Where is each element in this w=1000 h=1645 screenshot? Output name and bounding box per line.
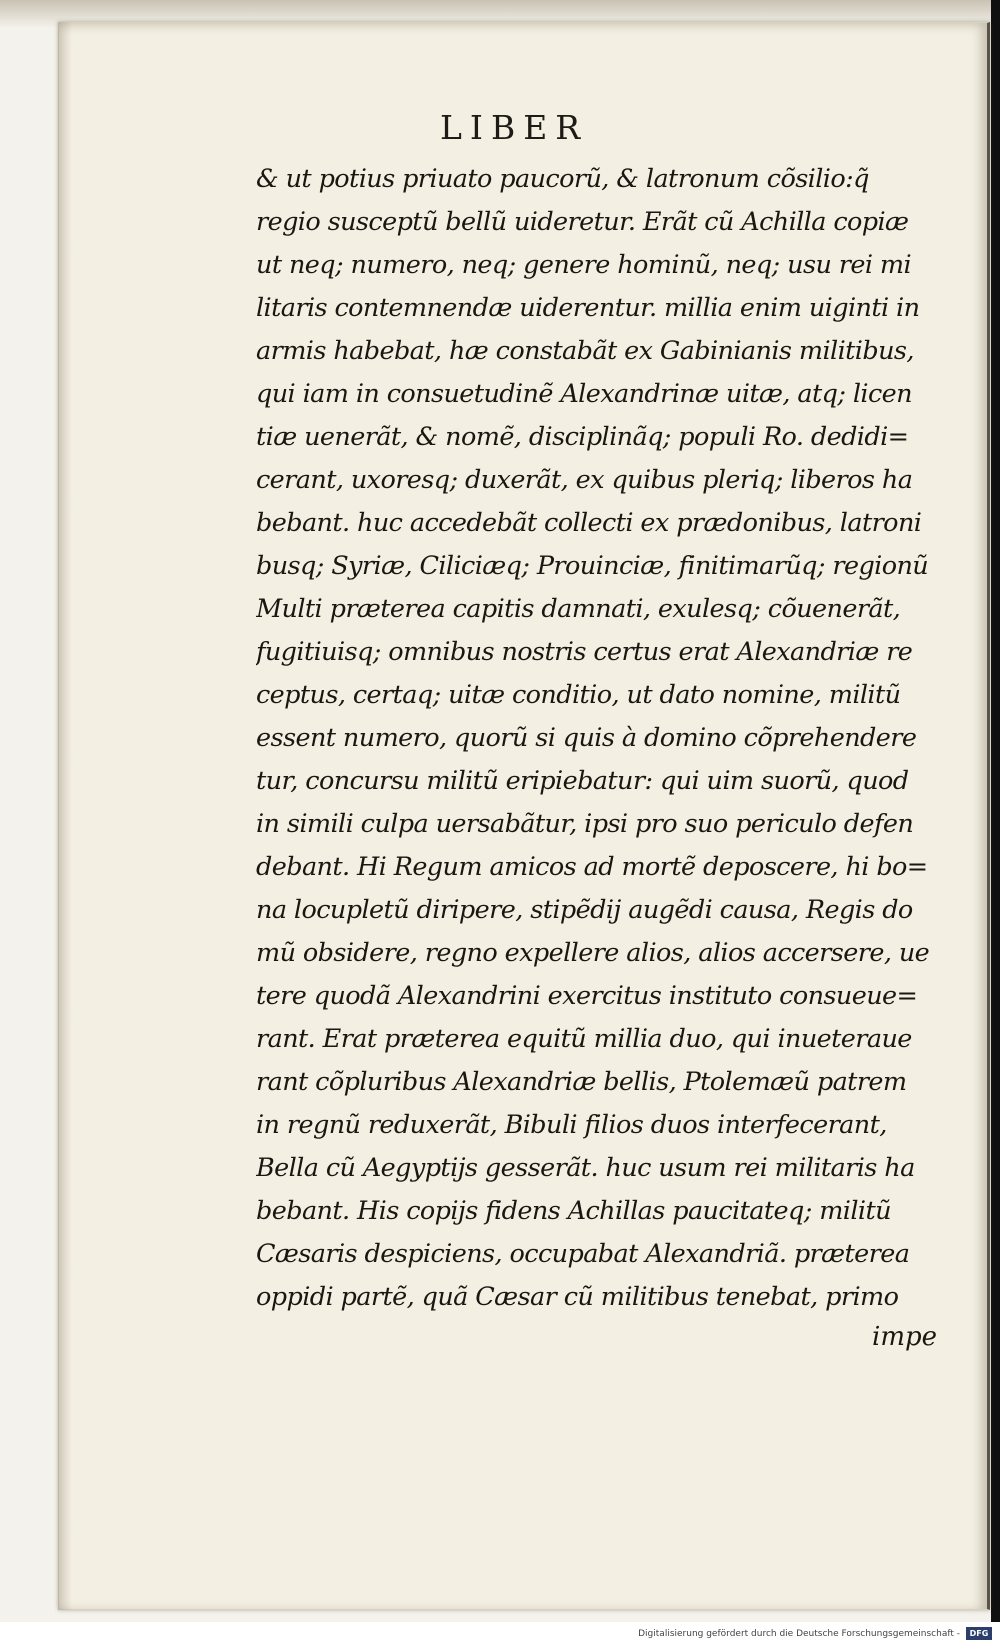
text-line: regio susceptũ bellũ uideretur. Erãt cũ Achilla copiæ [256, 207, 909, 237]
text-line: ut neq; numero, neq; genere hominũ, neq; usu rei mi [256, 250, 912, 280]
text-line: in regnũ reduxerãt, Bibuli filios duos interfecerant, [256, 1110, 887, 1140]
text-line: Cæsaris despiciens, occupabat Alexandriã. præterea [256, 1239, 910, 1269]
text-line: tere quodã Alexandrini exercitus instituto consueue= [256, 981, 918, 1011]
footer-credit: Digitalisierung gefördert durch die Deutsche Forschungsgemeinschaft - [638, 1629, 960, 1639]
text-line: Bella cũ Aegyptijs gesserãt. huc usum rei militaris ha [256, 1153, 915, 1183]
text-line: Multi præterea capitis damnati, exulesq; cõuenerãt, [256, 594, 901, 624]
page-gutter-shadow [58, 22, 72, 1610]
dfg-logo: DFG [966, 1627, 992, 1640]
text-line: rant. Erat præterea equitũ millia duo, qui inueterauе [256, 1024, 912, 1054]
text-line: tur, concursu militũ eripiebatur: qui uim suorũ, quod [256, 766, 909, 796]
text-line: tiæ uenerãt, & nomẽ, disciplinãq; populi Ro. dedidi= [256, 422, 909, 452]
text-line: debant. Hi Regum amicos ad mortẽ deposcere, hi bo= [256, 852, 928, 882]
text-block [256, 158, 956, 1319]
text-line: oppidi partẽ, quã Cæsar cũ militibus tenebat, primo [256, 1282, 899, 1312]
text-line: bebant. huc accedebãt collecti ex prædonibus, latroni [256, 508, 922, 538]
text-line: qui iam in consuetudinẽ Alexandrinæ uitæ, atq; licen [256, 379, 912, 409]
running-head: LIBER [440, 108, 589, 147]
text-line: na locupletũ diripere, stipẽdij augẽdi causa, Regis do [256, 895, 913, 925]
text-line: bebant. His copijs fidens Achillas paucitateq; militũ [256, 1196, 891, 1226]
text-line: rant cõpluribus Alexandriæ bellis, Ptolemæũ patrem [256, 1067, 907, 1097]
text-line: cerant, uxoresq; duxerãt, ex quibus pleriq; liberos ha [256, 465, 913, 495]
catchword: impe [872, 1322, 937, 1352]
binding-edge [991, 0, 1000, 1645]
text-line: litaris contemnendæ uiderentur. millia enim uiginti in [256, 293, 920, 323]
text-line: fugitiuisq; omnibus nostris certus erat Alexandriæ re [256, 637, 913, 667]
text-line: essent numero, quorũ si quis à domino cõprehendere [256, 723, 917, 753]
text-line: & ut potius priuato paucorũ, & latronum cõsilio:q̃ [256, 164, 869, 194]
text-line: ceptus, certaq; uitæ conditio, ut dato nomine, militũ [256, 680, 901, 710]
text-line: in simili culpa uersabãtur, ipsi pro suo periculo defen [256, 809, 914, 839]
text-line: armis habebat, hæ constabãt ex Gabinianis militibus, [256, 336, 914, 366]
text-line: busq; Syriæ, Ciliciæq; Prouinciæ, finitimarũq; regionũ [256, 551, 929, 581]
text-line: mũ obsidere, regno expellere alios, alios accersere, ue [256, 938, 930, 968]
